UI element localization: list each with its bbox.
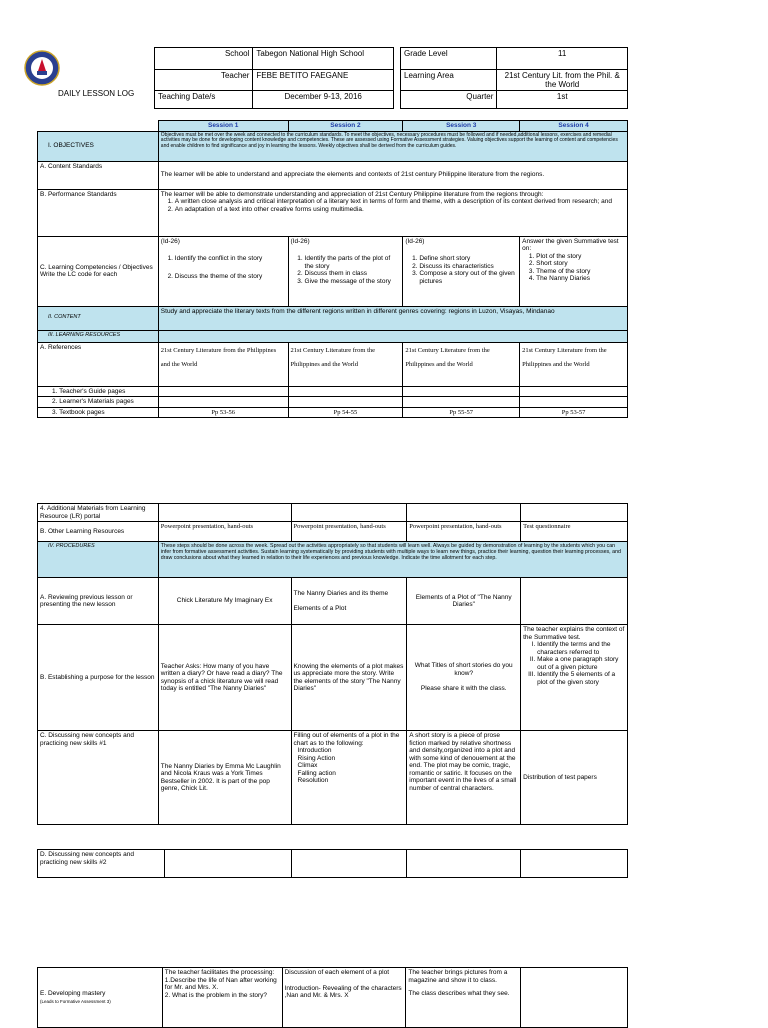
review-label: A. Reviewing previous lesson or presenting the new lesson <box>38 578 159 625</box>
session-2-header: Session 2 <box>288 121 403 132</box>
reference-s3: 21st Century Literature from the Philippines and the World <box>403 342 520 386</box>
competency-item: 2. Discuss the theme of the story <box>175 273 286 281</box>
performance-standards-intro: The learner will be able to demonstrate understanding and appreciation of 21st Century Philippine literature from the regions through: <box>160 190 544 198</box>
dates-label: Teaching Date/s <box>155 91 253 109</box>
tb-pages-s2: Pp 54-55 <box>288 407 403 418</box>
plot-element: Resolution <box>297 777 329 784</box>
competencies-s1 <box>158 236 288 306</box>
discussing-1-s4: Distribution of test papers <box>521 731 628 825</box>
mastery-line: 1.Describe the life of Nan after working for Mr. and Mrs. X. <box>164 976 277 991</box>
competency-item: 4. The Nanny Diaries <box>536 275 625 283</box>
mastery-line: The teacher brings pictures from a magazine and show it to class. <box>408 969 508 984</box>
review-s2-line: The Nanny Diaries and its theme <box>293 589 389 597</box>
review-s2-line: Elements of a Plot <box>293 605 347 612</box>
discussing-1-s3: A short story is a piece of prose fiction marked by relative shortness and density,organized into a plot and with some kind of denouement at the end. The plot may be comic, tragic, romantic or satiric. It focuses on the important event in the lives of a small number of central characters. <box>407 731 521 825</box>
lesson-table-page2-d <box>37 849 628 878</box>
grade-value: 11 <box>497 48 628 70</box>
teacher-value: FEBE BETITO FAEGANE <box>253 70 394 91</box>
competency-item: 1. Identify the parts of the plot of the story <box>305 255 401 270</box>
objectives-label: I. OBJECTIVES <box>38 131 159 161</box>
lesson-table-page1 <box>37 120 628 418</box>
content-label: II. CONTENT <box>38 306 159 330</box>
quarter-value: 1st <box>497 91 628 109</box>
purpose-s4-item: I. Identify the terms and the characters referred to <box>537 641 625 656</box>
additional-materials-label: 4. Additional Materials from Learning Resource (LR) portal <box>38 504 159 522</box>
tb-label: 3. Textbook pages <box>38 407 159 418</box>
competencies-s3 <box>403 236 520 306</box>
competency-item: 2. Short story <box>536 260 625 268</box>
school-value: Tabegon National High School <box>253 48 394 70</box>
resources-label: III. LEARNING RESOURCES <box>38 330 159 342</box>
objectives-text: Objectives must be met over the week and connected to the curriculum standards. To meet the objectives, necessary procedures must be followed and if needed,additional lessons, exercises and remedial activities may be done for developing content knowledge and competencies. These are assessed using Formative Assessment strategies. Valuing objectives support the learning of content and competencies and enable children to find significance and joy in learning the lessons. Weekly objectives shall be derived from the curriculum guides. <box>158 131 627 161</box>
developing-mastery-s2 <box>282 968 406 1028</box>
competency-item: 2. Discuss them in class <box>305 270 401 278</box>
review-s4 <box>521 578 628 625</box>
performance-standards-label: B. Performance Standards <box>38 189 159 236</box>
developing-mastery-s1 <box>162 968 282 1028</box>
mastery-line: 2. What is the problem in the story? <box>164 991 268 999</box>
summative-intro: Answer the given Summative test on: <box>522 237 619 252</box>
competency-item: 1. Plot of the story <box>536 253 625 261</box>
lesson-table-page2 <box>37 503 628 825</box>
mastery-line: Introduction- Revealing of the characters ,Nan and Mr. & Mrs. X <box>284 984 402 999</box>
procedures-text: These steps should be done across the week. Spread out the activities appropriately so that students will learn well. Always be guided by demonstration of learning by the students which you can infer from formative assessment activities. Sustain learning systematically by providing students with multiple ways to learn new things, practice their learning, question their learning processes, and draw conclusions about what they learned in relation to their life experiences and previous knowledge. Indicate the time allotment for each step. <box>158 542 627 578</box>
area-label: Learning Area <box>401 70 497 91</box>
purpose-s4-item: III. Identify the 5 elements of a plot of the given story <box>537 671 625 686</box>
competencies-label: C. Learning Competencies / Objectives Write the LC code for each <box>38 236 159 306</box>
quarter-label: Quarter <box>401 91 497 109</box>
other-resource-s2: Powerpoint presentation, hand-outs <box>291 522 407 542</box>
discussing-2-label: D. Discussing new concepts and practicing new skills #2 <box>38 850 165 878</box>
performance-standards-item: 1. A written close analysis and critical interpretation of a literary text in terms of form and theme, with a description of its context derived from research; and <box>175 198 625 206</box>
document-title: DAILY LESSON LOG <box>58 89 135 98</box>
school-label: School <box>155 48 253 70</box>
competencies-s4 <box>520 236 628 306</box>
deped-seal-icon <box>24 50 60 86</box>
tg-label: 1. Teacher's Guide pages <box>38 386 159 397</box>
competency-item: 3. Theme of the story <box>536 268 625 276</box>
tb-pages-s1: Pp 53-56 <box>158 407 288 418</box>
developing-mastery-label <box>38 968 163 1028</box>
review-s1: Chick Literature My Imaginary Ex <box>158 578 291 625</box>
purpose-s4-intro: The teacher explains the context of the Summative test. <box>523 626 625 641</box>
competency-item: 1. Define short story <box>419 255 517 263</box>
header-table <box>154 47 628 109</box>
content-standards-text: The learner will be able to understand and appreciate the elements and contexts of 21st century Philippine literature from the regions. <box>158 161 627 189</box>
mastery-line: The teacher facilitates the processing: <box>164 969 275 976</box>
tb-pages-s4: Pp 53-57 <box>520 407 628 418</box>
other-resource-s3: Powerpoint presentation, hand-outs <box>407 522 521 542</box>
reference-s1: 21st Century Literature from the Philippines and the World <box>158 342 288 386</box>
plot-element: Introduction <box>297 747 332 754</box>
session-4-header: Session 4 <box>520 121 628 132</box>
review-s2 <box>291 578 407 625</box>
discussing-1-s1: The Nanny Diaries by Emma Mc Laughlin and Nicola Kraus was a York Times Bestseller in 2002. It is part of the pop genre, Chick Lit. <box>158 731 291 825</box>
purpose-s2: Knowing the elements of a plot makes us appreciate more the story. Write the elements of the story "The Nanny Diaries" <box>291 625 407 731</box>
competency-item: 3. Compose a story out of the given pictures <box>419 270 517 285</box>
lc-code: (Id-26) <box>290 237 310 245</box>
purpose-s4 <box>521 625 628 731</box>
dates-value: December 9-13, 2016 <box>253 91 394 109</box>
discussing-1-s2 <box>291 731 407 825</box>
plot-element: Rising Action <box>297 754 336 762</box>
purpose-s4-item: II. Make a one paragraph story out of a given picture <box>537 656 625 671</box>
plot-chart-intro: Filling out of elements of a plot in the chart as to the following: <box>293 732 400 747</box>
tb-pages-s3: Pp 55-57 <box>403 407 520 418</box>
session-3-header: Session 3 <box>403 121 520 132</box>
plot-element: Falling action <box>297 769 336 777</box>
other-resource-s4: Test questionnaire <box>521 522 628 542</box>
purpose-s3 <box>407 625 521 731</box>
competency-item: 3. Give the message of the story <box>305 278 401 286</box>
competency-item: 1. Identify the conflict in the story <box>175 255 286 263</box>
purpose-label: B. Establishing a purpose for the lesson <box>38 625 159 731</box>
procedures-label: IV. PROCEDURES <box>38 542 159 578</box>
purpose-s3-prompt: Please share it with the class. <box>420 685 507 693</box>
plot-element: Climax <box>297 762 318 769</box>
mastery-line: The class describes what they see. <box>408 990 510 997</box>
developing-mastery-s3 <box>406 968 521 1028</box>
review-s3: Elements of a Plot of "The Nanny Diaries" <box>407 578 521 625</box>
other-resource-s1: Powerpoint presentation, hand-outs <box>158 522 291 542</box>
session-1-header: Session 1 <box>158 121 288 132</box>
competency-item: 2. Discuss its characteristics <box>419 263 517 271</box>
area-value: 21st Century Lit. from the Phil. & the World <box>497 70 628 91</box>
purpose-s1: Teacher Asks: How many of you have written a diary? Or have read a diary? The synopsis of a chick literature we will read today is entitled "The Nanny Diaries" <box>158 625 291 731</box>
purpose-s3-question: What Titles of short stories do you know? <box>414 662 513 677</box>
teacher-label: Teacher <box>155 70 253 91</box>
references-label: A. References <box>38 342 159 386</box>
lm-label: 2. Learner's Materials pages <box>38 397 159 408</box>
lc-code: (Id-26) <box>160 237 180 245</box>
developing-mastery-sub: (Leads to Formative Assessment 3) <box>40 998 111 1004</box>
content-text: Study and appreciate the literary texts from the different regions written in different genres covering: regions in Luzon, Visayas, Mindanao <box>158 306 627 330</box>
performance-standards-item: 2. An adaptation of a text into other creative forms using multimedia. <box>175 206 625 214</box>
reference-s4: 21st Century Literature from the Philippines and the World <box>520 342 628 386</box>
grade-label: Grade Level <box>401 48 497 70</box>
reference-s2: 21st Century Literature from the Philippines and the World <box>288 342 403 386</box>
other-resources-label: B. Other Learning Resources <box>38 522 159 542</box>
content-standards-label: A. Content Standards <box>38 161 159 189</box>
lesson-table-page2-e <box>37 967 628 1028</box>
discussing-1-label: C. Discussing new concepts and practicing new skills #1 <box>38 731 159 825</box>
performance-standards-cell <box>158 189 627 236</box>
lc-code: (Id-26) <box>405 237 425 245</box>
mastery-line: Discussion of each element of a plot <box>284 969 390 976</box>
developing-mastery-title: E. Developing mastery <box>40 990 106 997</box>
competencies-s2 <box>288 236 403 306</box>
